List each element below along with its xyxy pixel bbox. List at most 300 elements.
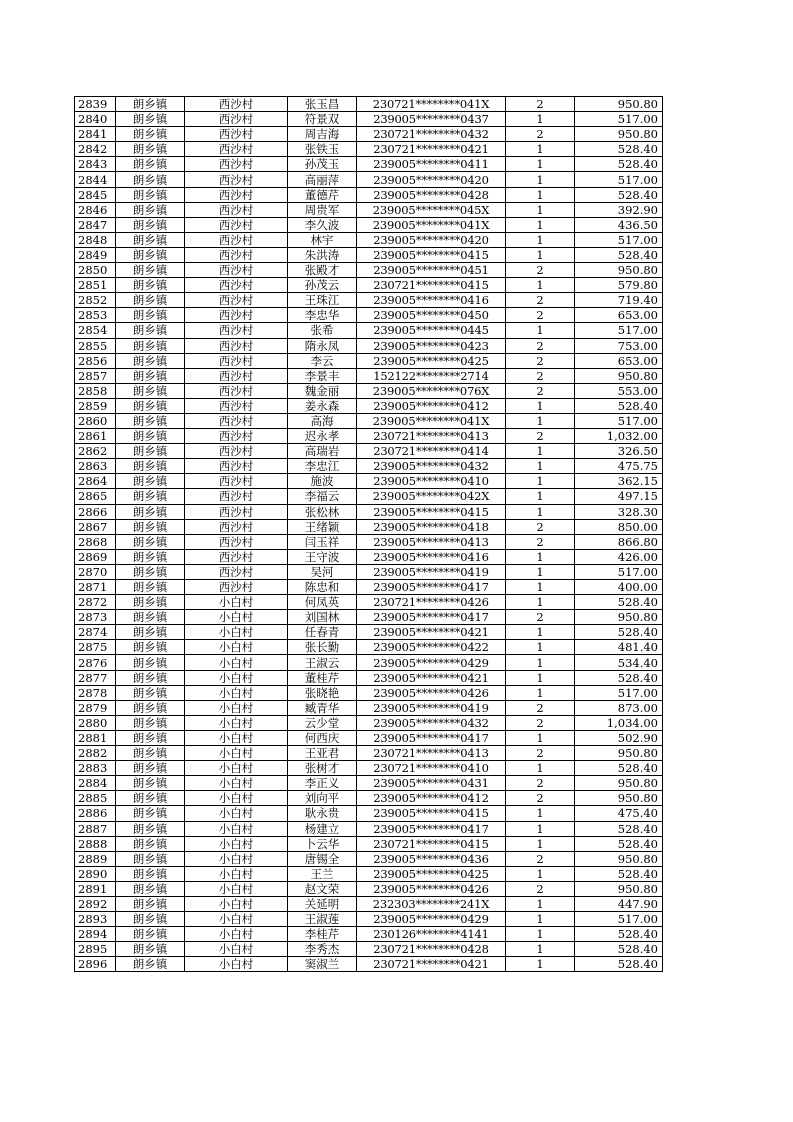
name-cell: 李云 [288, 353, 357, 368]
name-cell: 姜永森 [288, 398, 357, 413]
id-number-cell: 239005********0422 [357, 640, 506, 655]
village-cell: 西沙村 [185, 474, 288, 489]
id-number-cell: 239005********0419 [357, 564, 506, 579]
household-size-cell: 2 [506, 353, 575, 368]
id-number-cell: 239005********0421 [357, 670, 506, 685]
amount-cell: 517.00 [575, 413, 663, 428]
amount-cell: 653.00 [575, 353, 663, 368]
table-row [75, 459, 663, 474]
row-number-cell: 2846 [75, 202, 116, 217]
name-cell: 李景丰 [288, 368, 357, 383]
amount-cell: 534.40 [575, 655, 663, 670]
row-number-cell: 2841 [75, 127, 116, 142]
amount-cell: 328.30 [575, 504, 663, 519]
town-cell: 朗乡镇 [116, 776, 185, 791]
id-number-cell: 239005********0429 [357, 655, 506, 670]
village-cell: 西沙村 [185, 580, 288, 595]
table-row [75, 474, 663, 489]
village-cell: 西沙村 [185, 429, 288, 444]
town-cell: 朗乡镇 [116, 836, 185, 851]
household-size-cell: 1 [506, 640, 575, 655]
village-cell: 小白村 [185, 595, 288, 610]
table-row [75, 97, 663, 112]
row-number-cell: 2850 [75, 263, 116, 278]
name-cell: 张玉昌 [288, 97, 357, 112]
row-number-cell: 2851 [75, 278, 116, 293]
id-number-cell: 230721********0413 [357, 429, 506, 444]
id-number-cell: 239005********0421 [357, 625, 506, 640]
table-row [75, 398, 663, 413]
table-row [75, 308, 663, 323]
table-row [75, 383, 663, 398]
village-cell: 小白村 [185, 896, 288, 911]
household-size-cell: 1 [506, 172, 575, 187]
table-row [75, 368, 663, 383]
amount-cell: 719.40 [575, 293, 663, 308]
table-row [75, 142, 663, 157]
row-number-cell: 2881 [75, 730, 116, 745]
name-cell: 李正义 [288, 776, 357, 791]
village-cell: 西沙村 [185, 263, 288, 278]
row-number-cell: 2853 [75, 308, 116, 323]
town-cell: 朗乡镇 [116, 368, 185, 383]
table-body [75, 97, 663, 972]
table-row [75, 338, 663, 353]
town-cell: 朗乡镇 [116, 127, 185, 142]
household-size-cell: 2 [506, 519, 575, 534]
village-cell: 西沙村 [185, 142, 288, 157]
amount-cell: 950.80 [575, 791, 663, 806]
town-cell: 朗乡镇 [116, 338, 185, 353]
household-size-cell: 1 [506, 957, 575, 972]
table-row [75, 957, 663, 972]
amount-cell: 1,034.00 [575, 715, 663, 730]
id-number-cell: 239005********0431 [357, 776, 506, 791]
row-number-cell: 2866 [75, 504, 116, 519]
id-number-cell: 239005********0417 [357, 730, 506, 745]
town-cell: 朗乡镇 [116, 444, 185, 459]
town-cell: 朗乡镇 [116, 700, 185, 715]
town-cell: 朗乡镇 [116, 97, 185, 112]
town-cell: 朗乡镇 [116, 942, 185, 957]
row-number-cell: 2871 [75, 580, 116, 595]
name-cell: 耿永贵 [288, 806, 357, 821]
id-number-cell: 239005********0437 [357, 112, 506, 127]
row-number-cell: 2884 [75, 776, 116, 791]
name-cell: 任春青 [288, 625, 357, 640]
table-row [75, 761, 663, 776]
town-cell: 朗乡镇 [116, 172, 185, 187]
amount-cell: 850.00 [575, 519, 663, 534]
village-cell: 西沙村 [185, 383, 288, 398]
name-cell: 周贵军 [288, 202, 357, 217]
table-row [75, 866, 663, 881]
table-row [75, 610, 663, 625]
id-number-cell: 230721********0410 [357, 761, 506, 776]
village-cell: 西沙村 [185, 444, 288, 459]
id-number-cell: 239005********0415 [357, 806, 506, 821]
table-row [75, 670, 663, 685]
household-size-cell: 1 [506, 247, 575, 262]
village-cell: 西沙村 [185, 323, 288, 338]
town-cell: 朗乡镇 [116, 685, 185, 700]
amount-cell: 528.40 [575, 957, 663, 972]
amount-cell: 436.50 [575, 217, 663, 232]
town-cell: 朗乡镇 [116, 202, 185, 217]
row-number-cell: 2840 [75, 112, 116, 127]
village-cell: 小白村 [185, 806, 288, 821]
name-cell: 唐锡全 [288, 851, 357, 866]
household-size-cell: 1 [506, 896, 575, 911]
household-size-cell: 2 [506, 383, 575, 398]
household-size-cell: 2 [506, 338, 575, 353]
village-cell: 西沙村 [185, 293, 288, 308]
row-number-cell: 2863 [75, 459, 116, 474]
table-row [75, 715, 663, 730]
name-cell: 臧青华 [288, 700, 357, 715]
amount-cell: 528.40 [575, 247, 663, 262]
household-size-cell: 2 [506, 127, 575, 142]
village-cell: 小白村 [185, 685, 288, 700]
town-cell: 朗乡镇 [116, 429, 185, 444]
village-cell: 西沙村 [185, 308, 288, 323]
village-cell: 西沙村 [185, 187, 288, 202]
household-size-cell: 1 [506, 942, 575, 957]
town-cell: 朗乡镇 [116, 534, 185, 549]
table-row [75, 534, 663, 549]
row-number-cell: 2862 [75, 444, 116, 459]
household-size-cell: 1 [506, 217, 575, 232]
household-size-cell: 1 [506, 912, 575, 927]
household-size-cell: 2 [506, 610, 575, 625]
row-number-cell: 2872 [75, 595, 116, 610]
row-number-cell: 2857 [75, 368, 116, 383]
household-size-cell: 1 [506, 655, 575, 670]
row-number-cell: 2856 [75, 353, 116, 368]
table-row [75, 232, 663, 247]
town-cell: 朗乡镇 [116, 580, 185, 595]
table-row [75, 172, 663, 187]
town-cell: 朗乡镇 [116, 489, 185, 504]
village-cell: 西沙村 [185, 519, 288, 534]
amount-cell: 502.90 [575, 730, 663, 745]
name-cell: 王珠江 [288, 293, 357, 308]
town-cell: 朗乡镇 [116, 761, 185, 776]
table-row [75, 791, 663, 806]
town-cell: 朗乡镇 [116, 640, 185, 655]
amount-cell: 579.80 [575, 278, 663, 293]
household-size-cell: 1 [506, 474, 575, 489]
name-cell: 闫玉祥 [288, 534, 357, 549]
row-number-cell: 2891 [75, 881, 116, 896]
amount-cell: 475.75 [575, 459, 663, 474]
town-cell: 朗乡镇 [116, 474, 185, 489]
town-cell: 朗乡镇 [116, 263, 185, 278]
amount-cell: 528.40 [575, 142, 663, 157]
name-cell: 王淑云 [288, 655, 357, 670]
amount-cell: 653.00 [575, 308, 663, 323]
amount-cell: 497.15 [575, 489, 663, 504]
id-number-cell: 152122********2714 [357, 368, 506, 383]
row-number-cell: 2860 [75, 413, 116, 428]
amount-cell: 950.80 [575, 776, 663, 791]
household-size-cell: 2 [506, 881, 575, 896]
name-cell: 孙茂玉 [288, 157, 357, 172]
village-cell: 小白村 [185, 866, 288, 881]
village-cell: 西沙村 [185, 247, 288, 262]
table-row [75, 278, 663, 293]
amount-cell: 528.40 [575, 761, 663, 776]
village-cell: 西沙村 [185, 368, 288, 383]
amount-cell: 950.80 [575, 851, 663, 866]
town-cell: 朗乡镇 [116, 927, 185, 942]
table-row [75, 217, 663, 232]
id-number-cell: 239005********0420 [357, 172, 506, 187]
table-row [75, 806, 663, 821]
row-number-cell: 2889 [75, 851, 116, 866]
amount-cell: 528.40 [575, 670, 663, 685]
id-number-cell: 239005********0423 [357, 338, 506, 353]
household-size-cell: 2 [506, 700, 575, 715]
village-cell: 小白村 [185, 655, 288, 670]
household-size-cell: 1 [506, 761, 575, 776]
id-number-cell: 239005********0412 [357, 791, 506, 806]
town-cell: 朗乡镇 [116, 670, 185, 685]
town-cell: 朗乡镇 [116, 217, 185, 232]
name-cell: 云少堂 [288, 715, 357, 730]
id-number-cell: 232303********241X [357, 896, 506, 911]
village-cell: 西沙村 [185, 112, 288, 127]
town-cell: 朗乡镇 [116, 896, 185, 911]
name-cell: 高丽萍 [288, 172, 357, 187]
household-size-cell: 2 [506, 293, 575, 308]
household-size-cell: 1 [506, 625, 575, 640]
town-cell: 朗乡镇 [116, 791, 185, 806]
household-size-cell: 1 [506, 549, 575, 564]
household-size-cell: 1 [506, 866, 575, 881]
amount-cell: 528.40 [575, 942, 663, 957]
household-size-cell: 1 [506, 670, 575, 685]
table-row [75, 625, 663, 640]
town-cell: 朗乡镇 [116, 595, 185, 610]
row-number-cell: 2895 [75, 942, 116, 957]
village-cell: 小白村 [185, 776, 288, 791]
household-size-cell: 2 [506, 429, 575, 444]
row-number-cell: 2845 [75, 187, 116, 202]
household-size-cell: 1 [506, 187, 575, 202]
id-number-cell: 239005********041X [357, 217, 506, 232]
town-cell: 朗乡镇 [116, 851, 185, 866]
row-number-cell: 2854 [75, 323, 116, 338]
household-size-cell: 2 [506, 97, 575, 112]
amount-cell: 528.40 [575, 866, 663, 881]
id-number-cell: 239005********0445 [357, 323, 506, 338]
id-number-cell: 239005********0432 [357, 715, 506, 730]
name-cell: 朱洪涛 [288, 247, 357, 262]
table-row [75, 413, 663, 428]
amount-cell: 475.40 [575, 806, 663, 821]
household-size-cell: 1 [506, 595, 575, 610]
household-size-cell: 1 [506, 580, 575, 595]
name-cell: 李秀杰 [288, 942, 357, 957]
amount-cell: 528.40 [575, 927, 663, 942]
name-cell: 何西庆 [288, 730, 357, 745]
village-cell: 小白村 [185, 700, 288, 715]
id-number-cell: 239005********0419 [357, 700, 506, 715]
village-cell: 西沙村 [185, 232, 288, 247]
row-number-cell: 2844 [75, 172, 116, 187]
table-row [75, 655, 663, 670]
village-cell: 西沙村 [185, 338, 288, 353]
name-cell: 赵文荣 [288, 881, 357, 896]
amount-cell: 528.40 [575, 836, 663, 851]
household-size-cell: 1 [506, 564, 575, 579]
row-number-cell: 2875 [75, 640, 116, 655]
amount-cell: 528.40 [575, 595, 663, 610]
id-number-cell: 239005********0428 [357, 187, 506, 202]
table-row [75, 323, 663, 338]
amount-cell: 553.00 [575, 383, 663, 398]
row-number-cell: 2855 [75, 338, 116, 353]
amount-cell: 950.80 [575, 263, 663, 278]
household-size-cell: 1 [506, 489, 575, 504]
village-cell: 西沙村 [185, 413, 288, 428]
row-number-cell: 2892 [75, 896, 116, 911]
amount-cell: 950.80 [575, 746, 663, 761]
name-cell: 王淑莲 [288, 912, 357, 927]
row-number-cell: 2893 [75, 912, 116, 927]
name-cell: 李忠华 [288, 308, 357, 323]
row-number-cell: 2883 [75, 761, 116, 776]
village-cell: 西沙村 [185, 489, 288, 504]
amount-cell: 517.00 [575, 323, 663, 338]
household-size-cell: 1 [506, 459, 575, 474]
id-number-cell: 239005********076X [357, 383, 506, 398]
row-number-cell: 2878 [75, 685, 116, 700]
town-cell: 朗乡镇 [116, 323, 185, 338]
amount-cell: 866.80 [575, 534, 663, 549]
row-number-cell: 2873 [75, 610, 116, 625]
id-number-cell: 239005********0450 [357, 308, 506, 323]
table-row [75, 202, 663, 217]
town-cell: 朗乡镇 [116, 549, 185, 564]
amount-cell: 400.00 [575, 580, 663, 595]
table-row [75, 504, 663, 519]
id-number-cell: 239005********0426 [357, 685, 506, 700]
town-cell: 朗乡镇 [116, 610, 185, 625]
village-cell: 小白村 [185, 791, 288, 806]
household-size-cell: 2 [506, 715, 575, 730]
name-cell: 魏金丽 [288, 383, 357, 398]
table-row [75, 187, 663, 202]
id-number-cell: 239005********0436 [357, 851, 506, 866]
amount-cell: 326.50 [575, 444, 663, 459]
household-size-cell: 2 [506, 851, 575, 866]
name-cell: 刘国林 [288, 610, 357, 625]
name-cell: 张希 [288, 323, 357, 338]
name-cell: 窦淑兰 [288, 957, 357, 972]
town-cell: 朗乡镇 [116, 715, 185, 730]
town-cell: 朗乡镇 [116, 398, 185, 413]
row-number-cell: 2868 [75, 534, 116, 549]
name-cell: 刘向平 [288, 791, 357, 806]
amount-cell: 950.80 [575, 127, 663, 142]
village-cell: 小白村 [185, 836, 288, 851]
row-number-cell: 2843 [75, 157, 116, 172]
id-number-cell: 239005********0425 [357, 353, 506, 368]
id-number-cell: 239005********0416 [357, 293, 506, 308]
id-number-cell: 239005********041X [357, 413, 506, 428]
table-row [75, 353, 663, 368]
table-row [75, 851, 663, 866]
row-number-cell: 2865 [75, 489, 116, 504]
table-row [75, 247, 663, 262]
name-cell: 董德芹 [288, 187, 357, 202]
amount-cell: 528.40 [575, 821, 663, 836]
name-cell: 隋永凤 [288, 338, 357, 353]
amount-cell: 517.00 [575, 564, 663, 579]
village-cell: 小白村 [185, 730, 288, 745]
amount-cell: 517.00 [575, 172, 663, 187]
village-cell: 西沙村 [185, 127, 288, 142]
town-cell: 朗乡镇 [116, 564, 185, 579]
table-row [75, 595, 663, 610]
id-number-cell: 230721********0415 [357, 836, 506, 851]
data-table [74, 96, 663, 972]
village-cell: 小白村 [185, 942, 288, 957]
row-number-cell: 2882 [75, 746, 116, 761]
row-number-cell: 2842 [75, 142, 116, 157]
name-cell: 张长勤 [288, 640, 357, 655]
village-cell: 小白村 [185, 881, 288, 896]
table-row [75, 896, 663, 911]
row-number-cell: 2879 [75, 700, 116, 715]
table-row [75, 489, 663, 504]
amount-cell: 426.00 [575, 549, 663, 564]
household-size-cell: 1 [506, 157, 575, 172]
village-cell: 小白村 [185, 746, 288, 761]
household-size-cell: 1 [506, 504, 575, 519]
id-number-cell: 230721********0432 [357, 127, 506, 142]
household-size-cell: 2 [506, 746, 575, 761]
name-cell: 李桂芹 [288, 927, 357, 942]
amount-cell: 481.40 [575, 640, 663, 655]
amount-cell: 528.40 [575, 625, 663, 640]
village-cell: 小白村 [185, 927, 288, 942]
town-cell: 朗乡镇 [116, 142, 185, 157]
table-row [75, 821, 663, 836]
household-size-cell: 1 [506, 685, 575, 700]
row-number-cell: 2880 [75, 715, 116, 730]
row-number-cell: 2874 [75, 625, 116, 640]
table-row [75, 746, 663, 761]
id-number-cell: 239005********042X [357, 489, 506, 504]
table-row [75, 776, 663, 791]
row-number-cell: 2847 [75, 217, 116, 232]
id-number-cell: 230721********041X [357, 97, 506, 112]
amount-cell: 517.00 [575, 232, 663, 247]
town-cell: 朗乡镇 [116, 112, 185, 127]
village-cell: 西沙村 [185, 504, 288, 519]
amount-cell: 447.90 [575, 896, 663, 911]
id-number-cell: 239005********0432 [357, 459, 506, 474]
town-cell: 朗乡镇 [116, 625, 185, 640]
table-row [75, 429, 663, 444]
amount-cell: 1,032.00 [575, 429, 663, 444]
row-number-cell: 2861 [75, 429, 116, 444]
row-number-cell: 2870 [75, 564, 116, 579]
name-cell: 林宇 [288, 232, 357, 247]
